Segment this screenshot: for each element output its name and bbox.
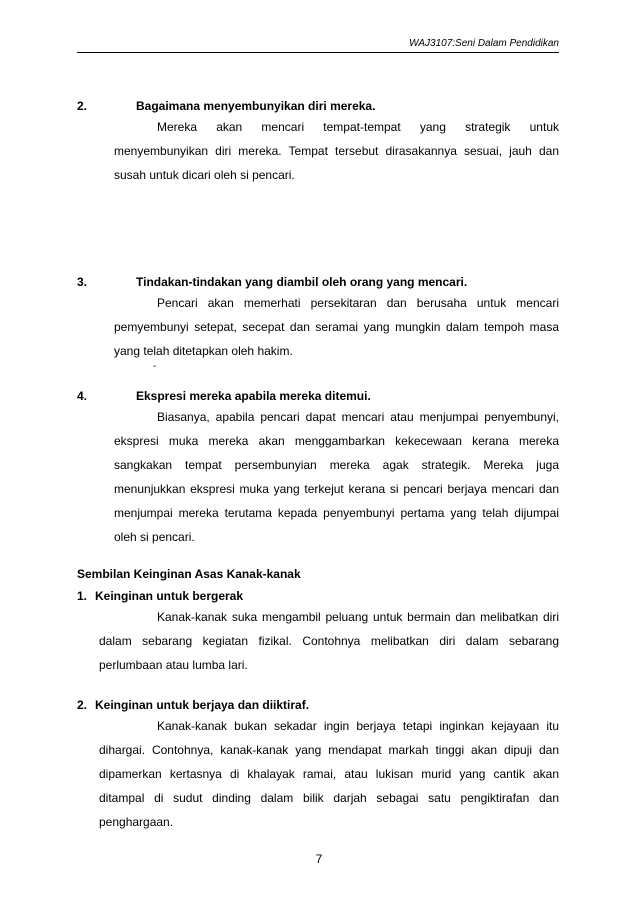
section-heading: Sembilan Keinginan Asas Kanak-kanak [77, 567, 301, 581]
desire-body: Kanak-kanak suka mengambil peluang untuk bermain dan melibatkan diri dalam sebarang kegiatan fizikal. Contohnya melibatkan diri dalam sebarang perlumbaan atau lumba lari. [99, 610, 559, 672]
item-2-heading [77, 97, 559, 115]
item-body: Mereka akan mencari tempat-tempat yang strategik untuk menyembunyikan diri mereka. Tempat tersebut dirasakannya sesuai, jauh dan susah untuk dicari oleh si pencari. [114, 120, 559, 182]
running-header: WAJ3107:Seni Dalam Pendidikan [409, 38, 559, 49]
item-4 [77, 387, 559, 549]
item-number: 2. [77, 99, 88, 113]
desire-body: Kanak-kanak bukan sekadar ingin berjaya tetapi inginkan kejayaan itu dihargai. Contohnya, kanak-kanak yang mendapat markah tinggi akan dipuji dan dipamerkan kertasnya di khalayak ramai, atau lukisan murid yang cantik akan ditampal di sudut dinding dalam bilik darjah sebagai satu pengiktirafan dan penghargaan. [99, 719, 559, 829]
desire-2-heading [77, 696, 559, 714]
section-heading-block [77, 565, 559, 583]
page-number: 7 [315, 852, 323, 866]
item-2 [77, 97, 559, 187]
desire-number: 1. [77, 589, 88, 603]
desire-2 [77, 696, 559, 834]
desire-1-heading [77, 587, 559, 605]
desire-title: Keinginan untuk bergerak [95, 589, 244, 603]
item-number: 4. [77, 389, 88, 403]
desire-1 [77, 587, 559, 677]
item-4-heading [77, 387, 559, 405]
header-rule [77, 52, 559, 53]
stray-dash: - [153, 361, 157, 372]
item-title: Bagaimana menyembunyikan diri mereka. [136, 99, 376, 113]
item-title: Ekspresi mereka apabila mereka ditemui. [136, 389, 371, 403]
item-body: Biasanya, apabila pencari dapat mencari atau menjumpai penyembunyi, ekspresi muka mereka akan menggambarkan kekecewaan kerana mereka sangkakan tempat persembunyian mereka agak strategik. Mereka juga menunjukkan ekspresi muka yang terkejut kerana si pencari berjaya mencari dan menjumpai mereka terutama kepada penyembunyi pertama yang telah dijumpai oleh si pencari. [114, 410, 559, 544]
desire-title: Keinginan untuk berjaya dan diiktiraf. [95, 698, 310, 712]
item-body: Pencari akan memerhati persekitaran dan berusaha untuk mencari pemyembunyi setepat, secepat dan seramai yang mungkin dalam tempoh masa yang telah ditetapkan oleh hakim. [114, 296, 559, 358]
item-title: Tindakan-tindakan yang diambil oleh orang yang mencari. [136, 275, 468, 289]
item-3-heading [77, 273, 559, 291]
item-number: 3. [77, 275, 88, 289]
item-3 [77, 273, 559, 363]
desire-number: 2. [77, 698, 88, 712]
